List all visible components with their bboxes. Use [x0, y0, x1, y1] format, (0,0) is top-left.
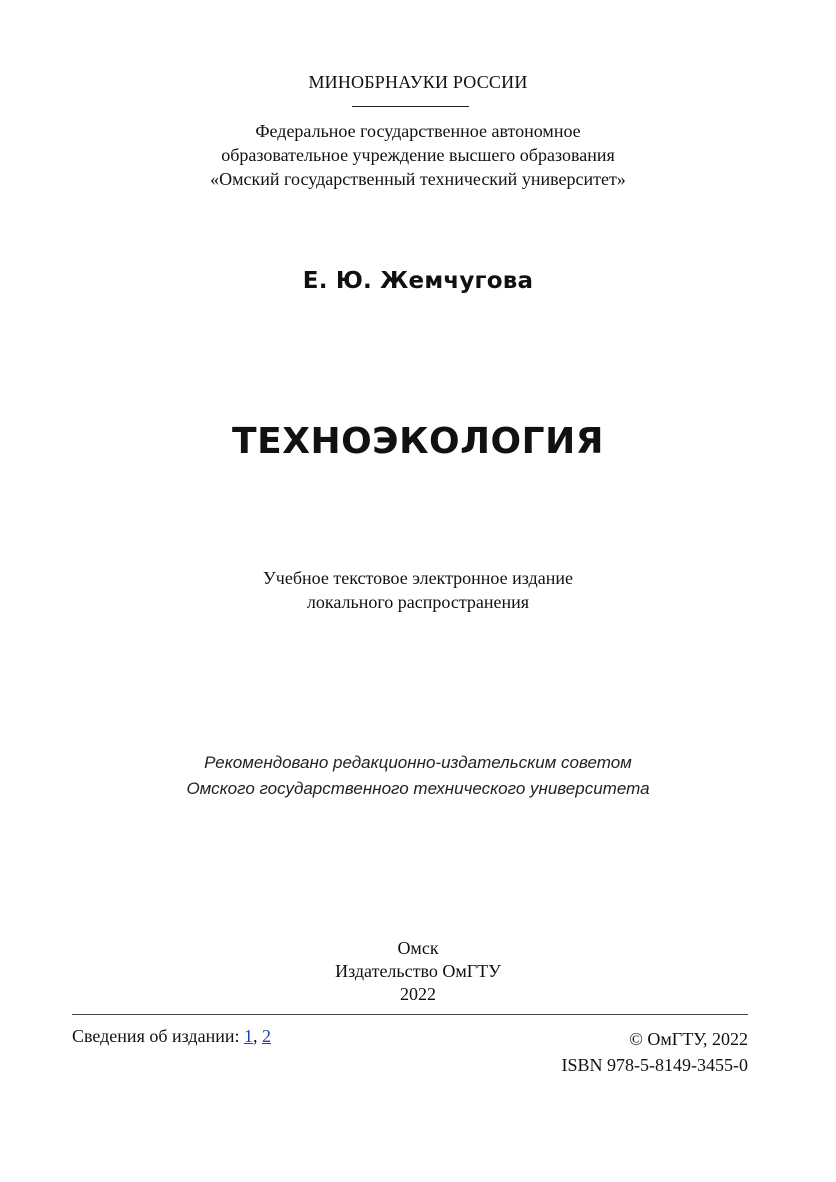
copyright-block	[562, 1026, 749, 1078]
institution-line: Федеральное государственное автономное	[255, 121, 581, 141]
edition-type	[0, 566, 836, 614]
recommendation-note	[0, 750, 836, 802]
recommendation-line: Омского государственного технического университета	[186, 779, 650, 798]
link-separator: ,	[252, 1026, 258, 1046]
imprint-city: Омск	[397, 938, 439, 958]
copyright-notice: © ОмГТУ, 2022	[629, 1029, 748, 1049]
edition-info	[72, 1026, 271, 1047]
ministry-name: МИНОБРНАУКИ РОССИИ	[308, 72, 528, 92]
imprint-block	[0, 937, 836, 1006]
institution-line: «Омский государственный технический университет»	[210, 169, 626, 189]
edition-info-link-1[interactable]: 1	[243, 1026, 253, 1046]
edition-info-label: Сведения об издании:	[72, 1026, 240, 1046]
edition-line: Учебное текстовое электронное издание	[263, 568, 573, 588]
footer-divider	[72, 1014, 748, 1015]
edition-info-link-2[interactable]: 2	[261, 1026, 271, 1046]
isbn-number: ISBN 978-5-8149-3455-0	[561, 1055, 748, 1075]
edition-line: локального распространения	[306, 592, 530, 612]
author-name: Е. Ю. Жемчугова	[302, 268, 534, 294]
ministry-divider	[352, 106, 469, 107]
recommendation-line: Рекомендовано редакционно-издательским советом	[204, 753, 632, 772]
imprint-publisher: Издательство ОмГТУ	[335, 961, 501, 981]
imprint-year: 2022	[400, 984, 436, 1004]
institution-block	[0, 119, 836, 191]
book-title: ТЕХНОЭКОЛОГИЯ	[232, 421, 604, 462]
institution-line: образовательное учреждение высшего образования	[221, 145, 615, 165]
